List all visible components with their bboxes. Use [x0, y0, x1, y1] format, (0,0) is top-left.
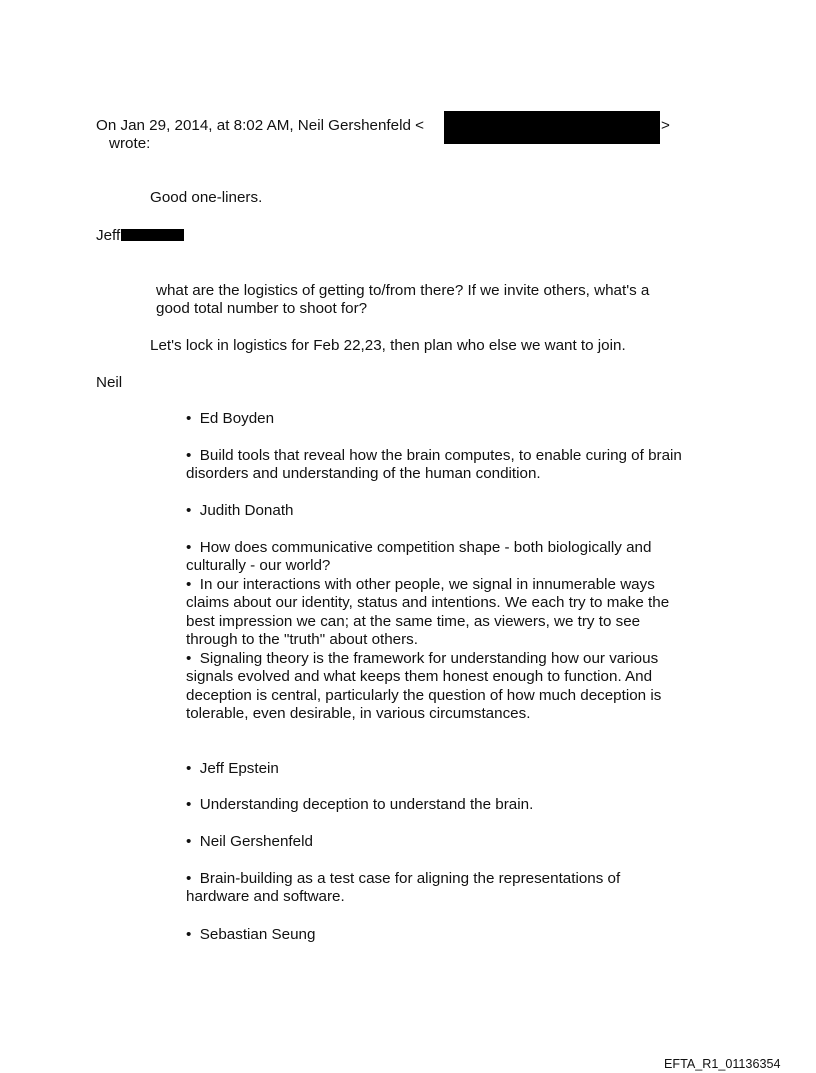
- lock-in-logistics-text: Let's lock in logistics for Feb 22,23, then plan who else we want to join.: [150, 337, 626, 354]
- header-line-1-close: >: [661, 117, 670, 134]
- list-item: • Brain-building as a test case for aligning the representations of hardware and software.: [186, 870, 666, 907]
- document-id-footer: EFTA_R1_01136354: [664, 1057, 781, 1071]
- logistics-question-text: what are the logistics of getting to/from there? If we invite others, what's a good total number to shoot for?: [156, 282, 650, 318]
- signature-neil: Neil: [96, 374, 123, 391]
- header-line-1: On Jan 29, 2014, at 8:02 AM, Neil Gershenfeld <: [96, 117, 424, 134]
- list-item: • Understanding deception to understand the brain.: [186, 796, 686, 814]
- redacted-email-block: [444, 111, 660, 144]
- list-item: • Jeff Epstein: [186, 760, 686, 778]
- list-item: • Build tools that reveal how the brain computes, to enable curing of brain disorders and understanding of the human condition.: [186, 447, 686, 484]
- jeff-name-text: Jeff: [96, 227, 121, 244]
- list-item: • How does communicative competition shape - both biologically and culturally - our world?: [186, 539, 666, 576]
- list-item: • Neil Gershenfeld: [186, 833, 686, 851]
- list-item: • Sebastian Seung: [186, 926, 686, 944]
- good-one-liners-text: Good one-liners.: [150, 189, 263, 206]
- header-line-2: wrote:: [109, 135, 151, 152]
- redacted-name-block: [121, 229, 184, 241]
- list-item: • In our interactions with other people, we signal in innumerable ways claims about our identity, status and intentions. We each try to make the best impression we can; at the same time, as viewers, we try to see through to the "truth" about others.: [186, 576, 680, 650]
- logistics-question: [142, 282, 676, 319]
- list-item: • Ed Boyden: [186, 410, 686, 428]
- list-item: • Judith Donath: [186, 502, 686, 520]
- list-item: • Signaling theory is the framework for understanding how our various signals evolved and what keeps them honest enough to function. And deception is central, particularly the question of how much deception is tolerable, even desirable, in various circumstances.: [186, 650, 666, 724]
